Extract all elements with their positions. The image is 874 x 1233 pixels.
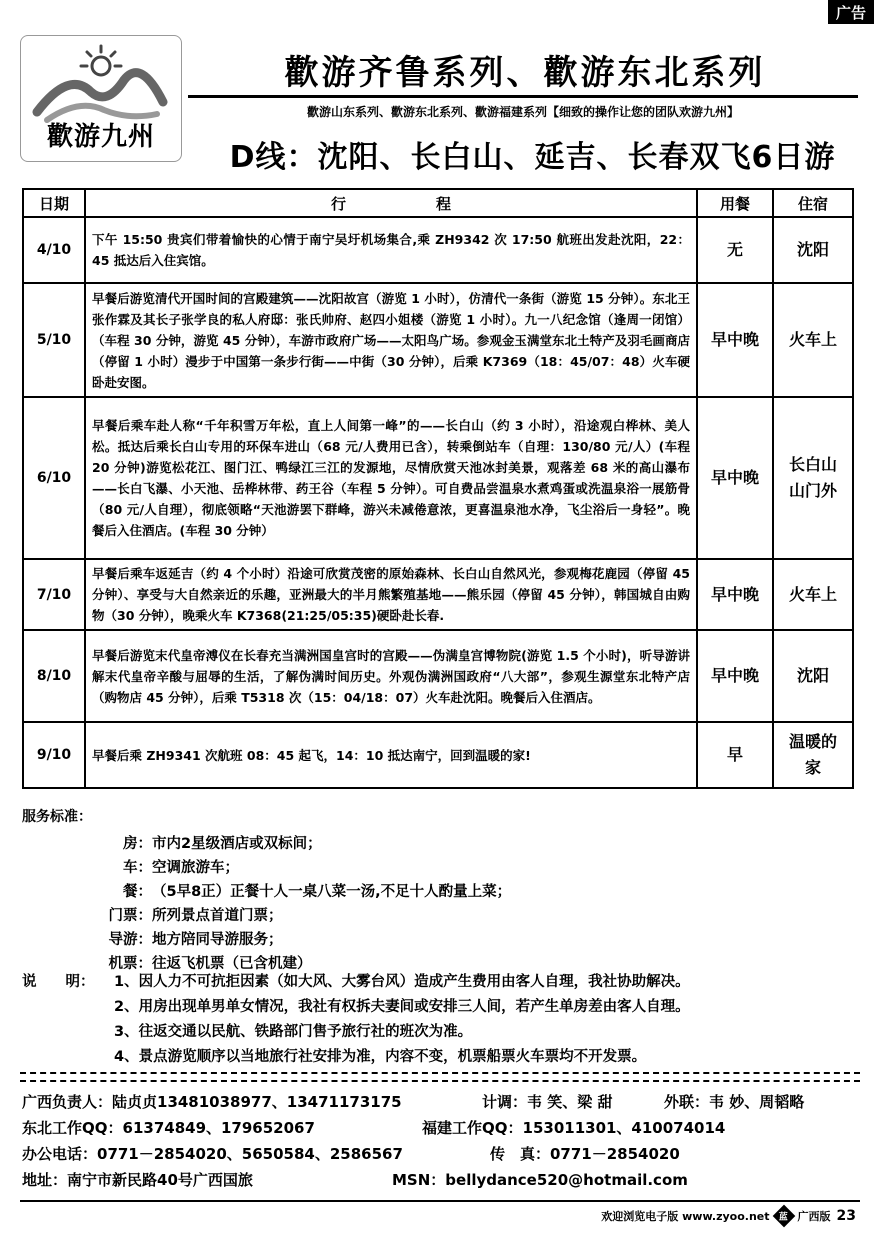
row-date: 8/10 [23, 630, 85, 722]
table-row [23, 722, 853, 788]
service-item [22, 926, 862, 950]
service-value: 地方陪同导游服务； [152, 931, 283, 948]
leader-contact: 广西负责人：陆贞贞13481038977、13471173175 [22, 1093, 402, 1111]
header-meals: 用餐 [697, 189, 773, 217]
service-value: 市内2星级酒店或双标间； [152, 835, 322, 852]
dashed-divider [20, 1072, 860, 1074]
header-title: 歡游齐鲁系列、歡游东北系列 [284, 53, 766, 93]
ad-tag: 广告 [828, 0, 874, 24]
dashed-divider [20, 1080, 860, 1082]
dongbei-qq: 东北工作QQ：61374849、179652067 [22, 1119, 315, 1137]
route-title: D线：沈阳、长白山、延吉、长春双飞6日游 [229, 140, 836, 175]
contact-section [22, 1088, 867, 1192]
header-divider [188, 95, 858, 98]
row-itinerary: 早餐后乘车返延吉（约 4 个小时）沿途可欣赏茂密的原始森林、长白山自然风光，参观梅花鹿园（停留 45 分钟）、享受与大自然亲近的乐趣，亚洲最大的半月熊繁殖基地——熊乐园（停留 45 分钟），韩国城自由购物（30 分钟），晚乘火车 K7368(21:25/05:35)硬卧赴长春. [85, 559, 697, 630]
logo-text: 歡游九州 [46, 122, 155, 152]
service-label: 车： [123, 859, 152, 876]
row-itinerary: 早餐后乘 ZH9341 次航班 08：45 起飞，14：10 抵达南宁，回到温暖的家! [85, 722, 697, 788]
logo [20, 35, 182, 162]
office-address: 地址：南宁市新民路40号广西国旅 [22, 1171, 253, 1189]
services-heading: 服务标准： [22, 809, 92, 825]
notes-section [22, 968, 867, 1068]
page-number: 23 [836, 1208, 856, 1224]
service-item [22, 902, 862, 926]
table-row [23, 397, 853, 559]
row-date: 6/10 [23, 397, 85, 559]
note-text: 3、往返交通以民航、铁路部门售予旅行社的班次为准。 [114, 1024, 473, 1040]
office-phone: 办公电话：0771－2854020、5650584、2586567 [22, 1145, 403, 1163]
footer-website[interactable]: 欢迎浏览电子版 www.zyoo.net [601, 1210, 770, 1223]
note-item [22, 1018, 867, 1043]
bottom-divider [20, 1200, 860, 1202]
footer-badge-icon [772, 1205, 795, 1228]
row-date: 7/10 [23, 559, 85, 630]
row-date: 5/10 [23, 283, 85, 397]
service-value: （5早8正）正餐十人一桌八菜一汤,不足十人酌量上菜； [152, 883, 512, 900]
row-lodging: 长白山山门外 [773, 397, 853, 559]
service-value: 所列景点首道门票； [152, 907, 283, 924]
row-lodging: 火车上 [773, 283, 853, 397]
service-item [22, 878, 862, 902]
row-itinerary: 早餐后游览清代开国时间的宫殿建筑——沈阳故宫（游览 1 小时），仿清代一条街（游览 15 分钟）。东北王张作霖及其长子张学良的私人府邸：张氏帅府、赵四小姐楼（游览 1 小时）。九一八纪念馆（逢周一闭馆）（车程 30 分钟，游览 45 分钟），车游市政府广场——太阳鸟广场。参观金玉满堂东北土特产及羽毛画商店（停留 1 小时）漫步于中国第一条步行街——中街（30 分钟），后乘 K7369（18：45/07：48）火车硬卧赴安图。 [85, 283, 697, 397]
table-row [23, 559, 853, 630]
mountain-sun-icon [29, 40, 169, 125]
header-subtitle: 歡游山东系列、歡游东北系列、歡游福建系列【细致的操作让您的团队欢游九州】 [306, 105, 739, 119]
row-itinerary: 下午 15:50 贵宾们带着愉快的心情于南宁吴圩机场集合,乘 ZH9342 次 17:50 航班出发赴沈阳，22：45 抵达后入住宾馆。 [85, 217, 697, 283]
external-contact: 外联：韦 妙、周韬略 [664, 1093, 805, 1111]
note-item [22, 993, 867, 1018]
notes-label: 说 明： [22, 974, 95, 990]
row-lodging: 火车上 [773, 559, 853, 630]
msn-contact[interactable]: MSN：bellydance520@hotmail.com [392, 1171, 688, 1189]
row-itinerary: 早餐后乘车赴人称“千年积雪万年松，直上人间第一峰”的——长白山（约 3 小时），沿途观白桦林、美人松。抵达后乘长白山专用的环保车进山（68 元/人费用已含），转乘倒站车（自理：130/80 元/人）(车程 20 分钟)游览松花江、图门江、鸭绿江三江的发源地，尽情欣赏天池冰封美景，观落差 68 米的高山瀑布——长白飞瀑、小天池、岳桦林带、药王谷（车程 5 分钟）。可自费品尝温泉水煮鸡蛋或洗温泉浴一展筋骨（80 元/人自理），彻底领略“天池游罢下群峰，游兴未减倦意浓，更喜温泉池水净，飞尘浴后一身轻”。晚餐后入住酒店。(车程 30 分钟） [85, 397, 697, 559]
note-text: 2、用房出现单男单女情况，我社有权拆夫妻间或安排三人间，若产生单房差由客人自理。 [114, 999, 690, 1015]
row-lodging: 沈阳 [773, 630, 853, 722]
service-label: 机票： [108, 955, 152, 972]
row-date: 9/10 [23, 722, 85, 788]
row-lodging: 温暖的家 [773, 722, 853, 788]
row-date: 4/10 [23, 217, 85, 283]
header-date: 日期 [23, 189, 85, 217]
fujian-qq: 福建工作QQ：153011301、410074014 [422, 1119, 726, 1137]
footer-badge-text: 蓝 [779, 1212, 789, 1223]
note-item [22, 968, 867, 993]
row-meal: 无 [697, 217, 773, 283]
service-label: 导游： [108, 931, 152, 948]
row-meal: 早中晚 [697, 559, 773, 630]
table-header-row [23, 189, 853, 217]
service-item [22, 854, 862, 878]
row-meal: 早中晚 [697, 397, 773, 559]
table-row [23, 217, 853, 283]
service-label: 门票： [108, 907, 152, 924]
row-meal: 早中晚 [697, 630, 773, 722]
service-label: 房： [123, 835, 152, 852]
row-itinerary: 早餐后游览末代皇帝溥仪在长春充当满洲国皇宫时的宫殿——伪满皇宫博物院(游览 1.5 个小时)，听导游讲解末代皇帝辛酸与屈辱的生活，了解伪满时间历史。外观伪满洲国政府“八大部”，参观生源堂东北特产店（购物店 45 分钟），后乘 T5318 次（15：04/18：07）火车赴沈阳。晚餐后入住酒店。 [85, 630, 697, 722]
header-itinerary: 行程 [85, 189, 697, 217]
table-row [23, 283, 853, 397]
row-meal: 早中晚 [697, 283, 773, 397]
service-value: 空调旅游车； [152, 859, 239, 876]
service-value: 往返飞机票（已含机建） [152, 955, 312, 972]
planner-contact: 计调：韦 笑、梁 甜 [482, 1093, 613, 1111]
fax-number: 传 真：0771－2854020 [490, 1145, 680, 1163]
footer-edition: 广西版 [797, 1210, 831, 1223]
row-meal: 早 [697, 722, 773, 788]
footer [601, 1208, 856, 1224]
note-text: 1、因人力不可抗拒因素（如大风、大雾台风）造成产生费用由客人自理，我社协助解决。 [114, 974, 690, 990]
table-row [23, 630, 853, 722]
itinerary-table [22, 188, 854, 789]
service-item [22, 830, 862, 854]
note-text: 4、景点游览顺序以当地旅行社安排为准，内容不变，机票船票火车票均不开发票。 [114, 1049, 647, 1065]
header-lodging: 住宿 [773, 189, 853, 217]
service-label: 餐： [123, 883, 152, 900]
note-item [22, 1043, 867, 1068]
service-standards [22, 806, 862, 974]
row-lodging: 沈阳 [773, 217, 853, 283]
